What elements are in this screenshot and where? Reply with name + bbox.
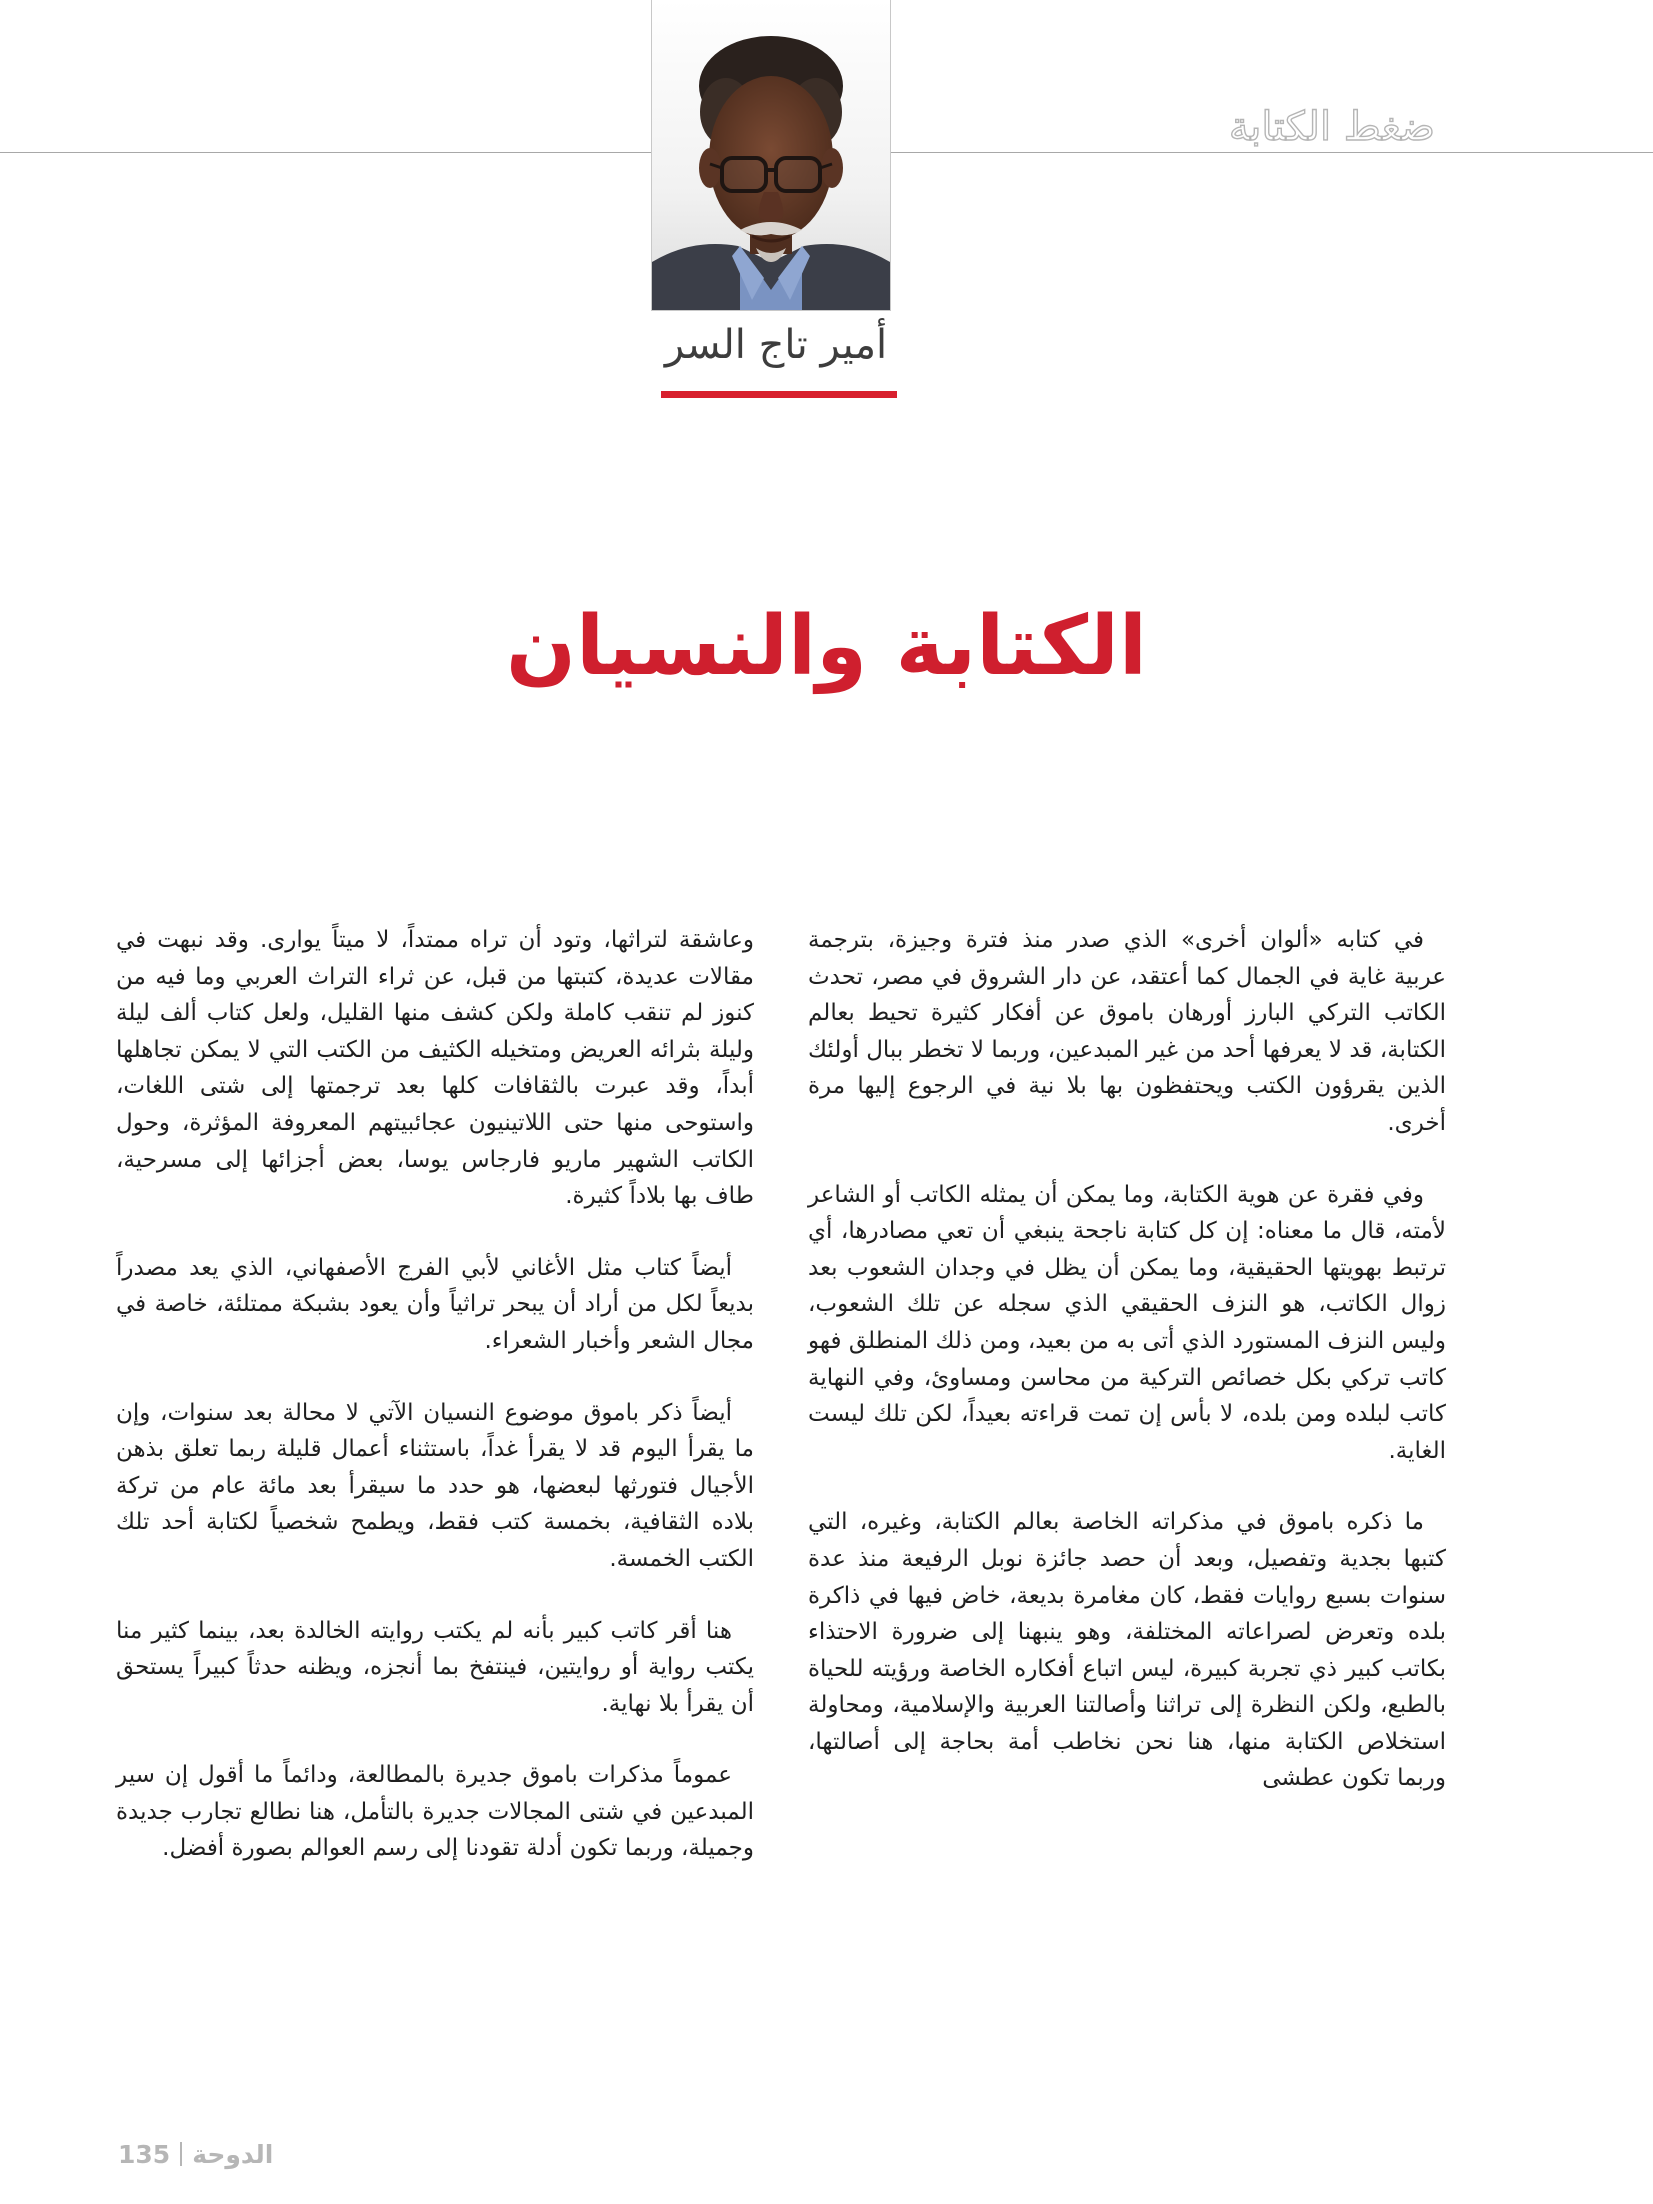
- section-label: ضغط الكتابة: [1228, 104, 1435, 150]
- author-photo: [651, 0, 891, 311]
- paragraph: وعاشقة لتراثها، وتود أن تراه ممتداً، لا ميتاً يوارى. وقد نبهت في مقالات عديدة، كتبتها من قبل، عن ثراء التراث العربي وما فيه من كنوز لم تنقب كاملة ولكن كشف منها القليل، ولعل كتاب ألف ليلة وليلة بثرائه العريض ومتخيله الكثيف من الكتب التي لا يمكن تجاهلها أبداً، وقد عبرت بالثقافات كلها بعد ترجمتها إلى شتى اللغات، واستوحى منها حتى اللاتينيون عجائبيتهم المعروفة المؤثرة، وحول الكاتب الشهير ماريو فارجاس يوسا، بعض أجزائها إلى مسرحية، طاف بها بلاداً كثيرة.: [116, 927, 754, 1210]
- paragraph: هنا أقر كاتب كبير بأنه لم يكتب روايته الخالدة بعد، بينما كثير منا يكتب رواية أو روايتين، فينتفخ بما أنجزه، ويظنه حدثاً كبيراً يستحق أن يقرأ بلا نهاية.: [116, 1617, 754, 1717]
- magazine-logo: الدوحة: [192, 2140, 274, 2169]
- paragraph: عموماً مذكرات باموق جديرة بالمطالعة، ودائماً ما أقول إن سير المبدعين في شتى المجالات جديرة بالتأمل، هنا نطالع تجارب جديدة وجميلة، وربما تكون أدلة تقودنا إلى رسم العوالم بصورة أفضل.: [116, 1762, 754, 1862]
- paragraph: أيضاً كتاب مثل الأغاني لأبي الفرج الأصفهاني، الذي يعد مصدراً بديعاً لكل من أراد أن يبحر تراثياً وأن يعود بشبكة ممتلئة، خاصة في مجال الشعر وأخبار الشعراء.: [116, 1254, 754, 1354]
- paragraph: في كتابه «ألوان أخرى» الذي صدر منذ فترة وجيزة، بترجمة عربية غاية في الجمال كما أعتقد، عن دار الشروق في مصر، تحدث الكاتب التركي البارز أورهان باموق عن أفكار كثيرة تحيط بعالم الكتابة، قد لا يعرفها أحد من غير المبدعين، وربما لا تخطر ببال أولئك الذين يقرؤون الكتب ويحتفظون بها بلا نية في الرجوع إليها مرة أخرى.: [808, 927, 1446, 1136]
- footer-divider: [180, 2142, 182, 2166]
- author-name-underline: [661, 391, 897, 398]
- author-name: أمير تاج السر: [664, 322, 888, 368]
- page-footer: [118, 2140, 273, 2169]
- paragraph: وفي فقرة عن هوية الكتابة، وما يمكن أن يمثله الكاتب أو الشاعر لأمته، قال ما معناه: إن كل كتابة ناجحة ينبغي أن تعي مصادرها، أي ترتبط بهويتها الحقيقية، وما يمكن أن يظل في وجدان الشعوب بعد زوال الكاتب، هو النزف الحقيقي الذي سجله عن تلك الشعوب، وليس النزف المستورد الذي أتى به من بعيد، ومن ذلك المنطلق فهو كاتب تركي بكل خصائص التركية من محاسن ومساوئ، وفي النهاية كاتب لبلده ومن بلده، لا بأس إن تمت قراءته بعيداً، لكن تلك ليست الغاية.: [808, 1181, 1446, 1464]
- article-title: الكتابة والنسيان: [506, 599, 1147, 694]
- article-column-left: [116, 922, 754, 1867]
- page-number: 135: [118, 2140, 171, 2169]
- article-column-right: [808, 922, 1446, 1797]
- paragraph: أيضاً ذكر باموق موضوع النسيان الآتي لا محالة بعد سنوات، وإن ما يقرأ اليوم قد لا يقرأ غداً، باستثناء أعمال قليلة ربما تعلق بذهن الأجيال فتورثها لبعضها، هو حدد ما سيقرأ بعد مائة عام من تركة بلاده الثقافية، بخمسة كتب فقط، ويطمح شخصياً لكتابة أحد تلك الكتب الخمسة.: [116, 1399, 754, 1572]
- paragraph: ما ذكره باموق في مذكراته الخاصة بعالم الكتابة، وغيره، التي كتبها بجدية وتفصيل، وبعد أن حصد جائزة نوبل الرفيعة منذ عدة سنوات بسبع روايات فقط، كان مغامرة بديعة، خاض فيها في ذاكرة بلده وتعرض لصراعاته المختلفة، وهو ينبهنا إلى ضرورة الاحتذاء بكاتب كبير ذي تجربة كبيرة، ليس اتباع أفكاره الخاصة ورؤيته للحياة بالطبع، ولكن النظرة إلى تراثنا وأصالتنا العربية والإسلامية، ومحاولة استخلاص الكتابة منها، هنا نحن نخاطب أمة بحاجة إلى أصالتها، وربما تكون عطشى: [808, 1509, 1446, 1792]
